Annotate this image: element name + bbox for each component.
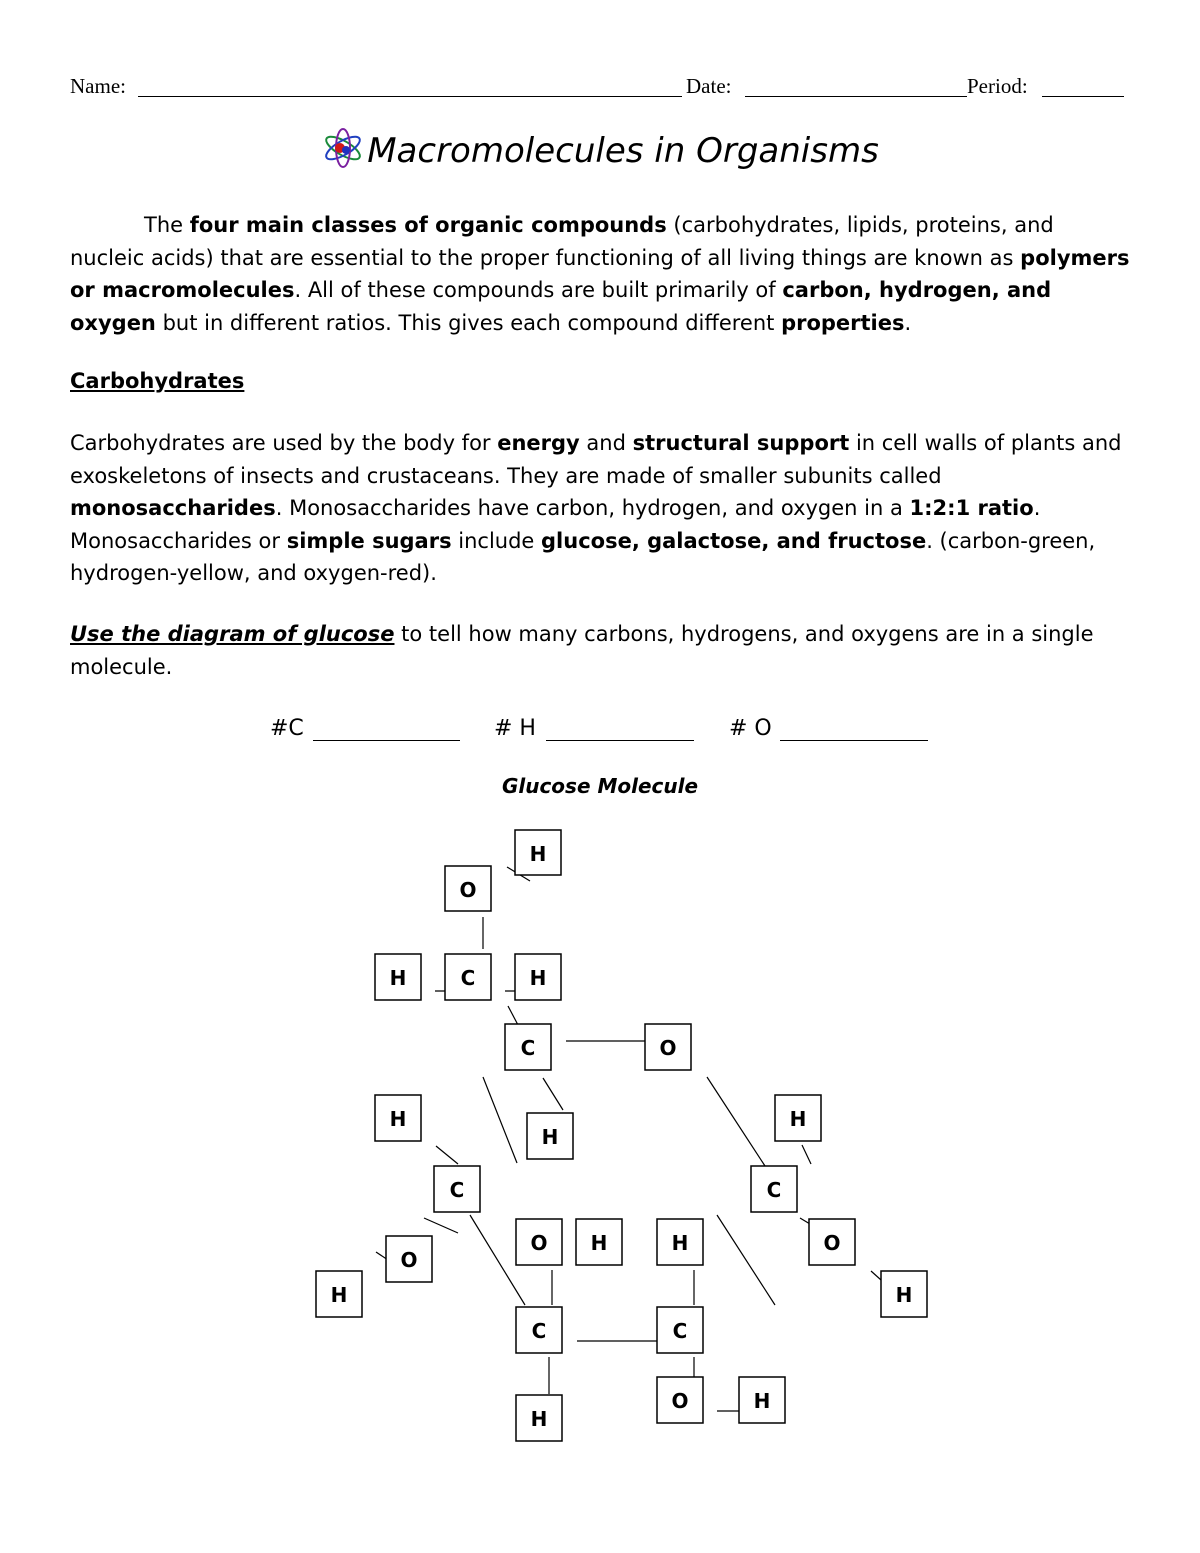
atom-label: O xyxy=(459,878,477,902)
carbon-atom xyxy=(657,1307,703,1353)
intro-bold: four main classes of organic compounds xyxy=(189,213,667,237)
hydrogen-atom xyxy=(739,1377,785,1423)
hydrogen-atom xyxy=(657,1219,703,1265)
carbs-bold: structural support xyxy=(632,431,850,455)
title-text: Macromolecules in Organisms xyxy=(367,131,879,171)
intro-text: . xyxy=(904,310,912,335)
intro-text: (carbohydrates, lipids, proteins, and nucleic acids) that are essential to the proper functioning of all living things are known as xyxy=(70,213,1054,270)
diagram-title: Glucose Molecule xyxy=(501,774,699,798)
atom-label: C xyxy=(520,1036,536,1060)
hydrogen-atom xyxy=(515,954,561,1000)
carbon-atom xyxy=(505,1024,551,1070)
atom-label: H xyxy=(541,1125,559,1149)
carbon-atom xyxy=(516,1307,562,1353)
atom-label: H xyxy=(389,966,407,990)
atom-label: H xyxy=(753,1389,771,1413)
intro-text: The xyxy=(144,213,190,237)
intro-text: . All of these compounds are built primarily of xyxy=(294,278,783,302)
atom-label: H xyxy=(671,1231,689,1255)
atom-label: C xyxy=(672,1319,688,1343)
oxygen-count-label: # O xyxy=(729,716,772,741)
carbs-bold: 1:2:1 ratio xyxy=(909,496,1034,520)
atom-label: C xyxy=(766,1178,782,1202)
intro-bold: properties xyxy=(781,310,905,335)
carbs-text: in cell walls of plants and exoskeletons of insects and crustaceans. They are made of smaller subunits called xyxy=(70,431,1122,488)
atom-label: O xyxy=(530,1231,548,1255)
carbs-text: Carbohydrates are used by the body for xyxy=(70,431,498,455)
atom-label: O xyxy=(823,1231,841,1255)
carbs-text: and xyxy=(579,431,633,455)
atom-label: O xyxy=(400,1248,418,1272)
section-heading: Carbohydrates xyxy=(70,369,245,393)
instruction-bold: Use the diagram of glucose xyxy=(70,622,395,646)
hydrogen-atom xyxy=(375,1095,421,1141)
hydrogen-atom xyxy=(576,1219,622,1265)
carbs-text: . Monosaccharides or xyxy=(70,496,1041,553)
intro-text: but in different ratios. This gives each compound different xyxy=(155,310,782,335)
carbs-bold: glucose, galactose, and fructose xyxy=(541,528,927,553)
hydrogen-count-label: # H xyxy=(494,716,536,741)
carbs-text: include xyxy=(451,528,542,553)
oxygen-atom xyxy=(516,1219,562,1265)
carbs-text: . Monosaccharides have carbon, hydrogen, and oxygen in a xyxy=(275,496,910,520)
intro-bold: polymers or macromolecules xyxy=(70,245,1130,302)
atom-label: H xyxy=(789,1107,807,1131)
carbon-atom xyxy=(445,954,491,1000)
oxygen-atom xyxy=(386,1236,432,1282)
carbs-bold: monosaccharides xyxy=(70,496,276,520)
atom-label: C xyxy=(460,966,476,990)
carbs-bold: energy xyxy=(497,431,580,455)
carbs-bold: simple sugars xyxy=(286,528,452,553)
oxygen-atom xyxy=(645,1024,691,1070)
name-label: Name: xyxy=(70,74,126,98)
carbon-atom xyxy=(751,1166,797,1212)
intro-bold: carbon, hydrogen, and oxygen xyxy=(70,278,1052,335)
instruction-text: to tell how many carbons, hydrogens, and oxygens are in a single molecule. xyxy=(70,622,1094,679)
oxygen-atom xyxy=(657,1377,703,1423)
oxygen-atom xyxy=(445,866,491,911)
hydrogen-atom xyxy=(316,1271,362,1317)
atom-label: H xyxy=(530,1407,548,1431)
atom-label: O xyxy=(659,1036,677,1060)
carbon-count-label: #C xyxy=(270,716,304,741)
hydrogen-atom xyxy=(515,830,561,875)
atom-label: H xyxy=(895,1283,913,1307)
atom-label: H xyxy=(590,1231,608,1255)
hydrogen-atom xyxy=(881,1271,927,1317)
atom-label: H xyxy=(330,1283,348,1307)
date-label: Date: xyxy=(686,74,732,98)
atom-label: H xyxy=(529,842,547,866)
atom-label: O xyxy=(671,1389,689,1413)
carbs-text: . (carbon-green, hydrogen-yellow, and oxygen-red). xyxy=(70,528,1096,585)
hydrogen-atom xyxy=(775,1095,821,1141)
atom-label: C xyxy=(531,1319,547,1343)
atom-label: H xyxy=(389,1107,407,1131)
carbon-atom xyxy=(434,1166,480,1212)
hydrogen-atom xyxy=(375,954,421,1000)
period-label: Period: xyxy=(967,74,1028,98)
hydrogen-atom xyxy=(527,1113,573,1159)
atom-label: C xyxy=(449,1178,465,1202)
hydrogen-atom xyxy=(516,1395,562,1441)
atom-label: H xyxy=(529,966,547,990)
oxygen-atom xyxy=(809,1219,855,1265)
